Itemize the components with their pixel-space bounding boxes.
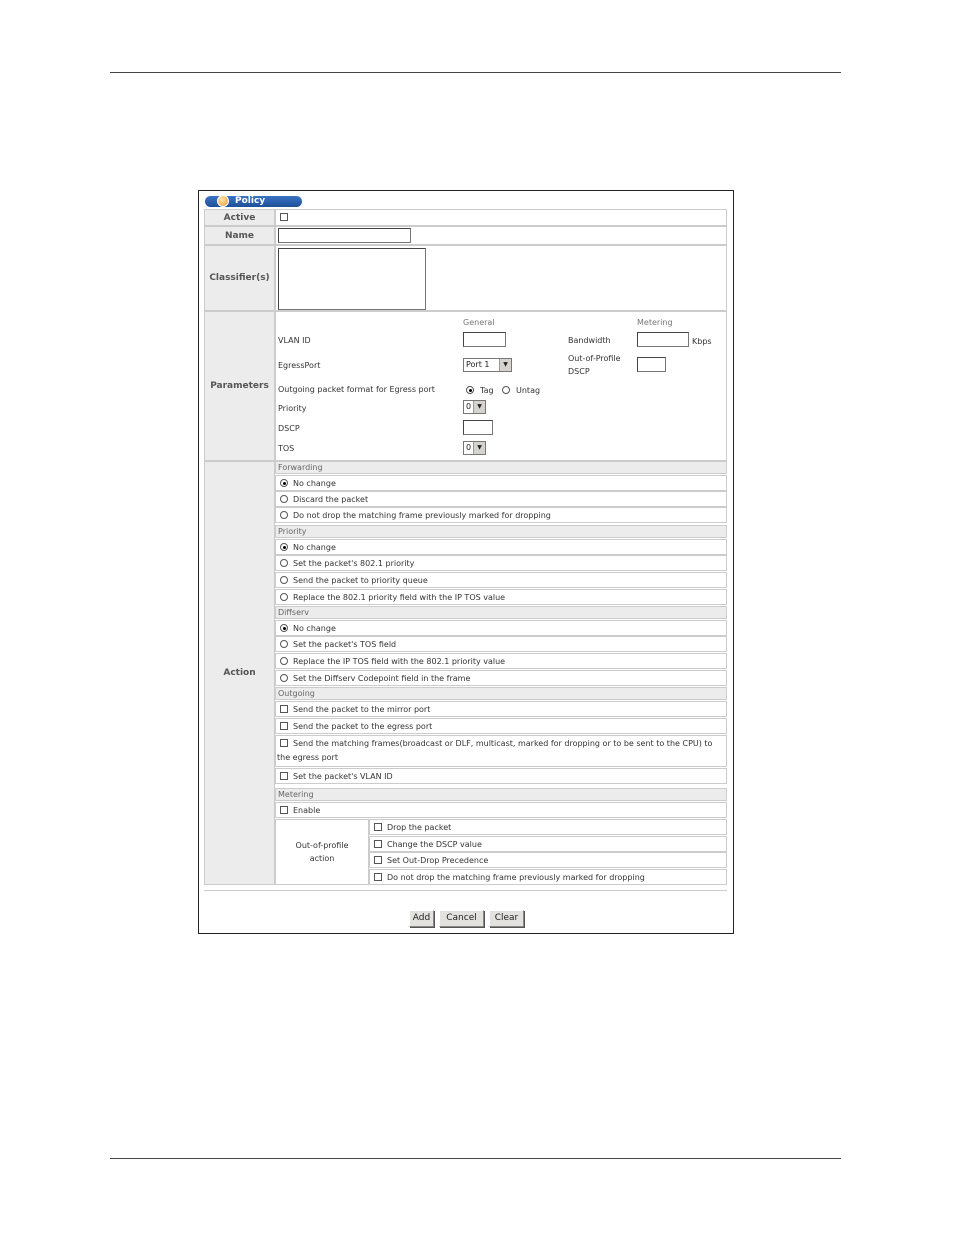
egress-port-select[interactable] xyxy=(463,358,512,372)
policy-icon xyxy=(217,195,229,207)
metering-header: Metering xyxy=(637,318,673,327)
priority-label: Priority xyxy=(278,404,307,413)
classifier-label: Classifier(s) xyxy=(204,245,275,311)
radio-button[interactable] xyxy=(280,576,288,584)
out-of-profile-action-cell xyxy=(275,819,369,885)
panel-title-badge xyxy=(205,196,302,207)
option-label: Replace the IP TOS field with the 802.1 priority value xyxy=(293,657,506,666)
radio-button[interactable] xyxy=(280,495,288,503)
forwarding-option[interactable] xyxy=(275,507,727,523)
untag-label: Untag xyxy=(516,386,541,395)
bandwidth-input[interactable] xyxy=(637,332,689,347)
bandwidth-label: Bandwidth xyxy=(568,336,611,345)
radio-button[interactable] xyxy=(280,593,288,601)
diffserv-header: Diffserv xyxy=(275,606,727,619)
option-label: Do not drop the matching frame previously marked for dropping xyxy=(387,873,645,882)
radio-button[interactable] xyxy=(280,674,288,682)
tos-value: 0 xyxy=(466,443,472,452)
active-checkbox[interactable] xyxy=(280,213,288,221)
tag-radio[interactable] xyxy=(466,386,474,394)
divider xyxy=(204,890,727,891)
name-input[interactable] xyxy=(278,228,411,243)
active-cell xyxy=(275,209,727,226)
metering-enable-option[interactable] xyxy=(275,802,727,818)
checkbox[interactable] xyxy=(280,705,288,713)
priority-header: Priority xyxy=(275,525,727,538)
diffserv-option[interactable] xyxy=(275,670,727,686)
diffserv-option[interactable] xyxy=(275,636,727,652)
option-label: Send the packet to the egress port xyxy=(293,722,433,731)
option-label: Replace the 802.1 priority field with the IP TOS value xyxy=(293,593,506,602)
option-label: Drop the packet xyxy=(387,823,452,832)
checkbox[interactable] xyxy=(280,806,288,814)
outgoing-option[interactable] xyxy=(275,701,727,717)
outgoing-header: Outgoing xyxy=(275,687,727,700)
option-label: Send the matching frames(broadcast or DLF, multicast, marked for dropping or to be sent to the CPU) to xyxy=(293,739,713,748)
option-label: Set the packet's 802.1 priority xyxy=(293,559,415,568)
option-label: Send the packet to the mirror port xyxy=(293,705,431,714)
radio-button[interactable] xyxy=(280,624,288,632)
option-label: Send the packet to priority queue xyxy=(293,576,428,585)
chevron-down-icon: ▼ xyxy=(499,359,511,371)
radio-button[interactable] xyxy=(280,657,288,665)
chevron-down-icon: ▼ xyxy=(473,442,485,454)
outgoing-option[interactable] xyxy=(275,768,727,784)
checkbox[interactable] xyxy=(374,840,382,848)
footer-rule xyxy=(110,1158,841,1159)
tos-select[interactable] xyxy=(463,441,486,455)
name-label: Name xyxy=(204,226,275,245)
kbps-label: Kbps xyxy=(692,337,712,346)
option-label: Enable xyxy=(293,806,321,815)
action-label: Action xyxy=(204,461,275,885)
out-of-profile-label-1: Out-of-profile xyxy=(295,841,349,850)
checkbox[interactable] xyxy=(374,823,382,831)
radio-button[interactable] xyxy=(280,559,288,567)
out-of-profile-option[interactable] xyxy=(369,852,727,868)
checkbox[interactable] xyxy=(374,856,382,864)
outgoing-option[interactable] xyxy=(275,718,727,734)
radio-button[interactable] xyxy=(280,640,288,648)
out-of-profile-option[interactable] xyxy=(369,819,727,835)
outgoing-option-long[interactable] xyxy=(275,735,727,767)
out-of-profile-option[interactable] xyxy=(369,836,727,852)
option-label: Change the DSCP value xyxy=(387,840,482,849)
option-label: Set the Diffserv Codepoint field in the frame xyxy=(293,674,471,683)
classifier-cell xyxy=(275,245,727,311)
radio-button[interactable] xyxy=(280,543,288,551)
dscp-label: DSCP xyxy=(278,424,300,433)
parameters-label: Parameters xyxy=(204,311,275,461)
metering-action-header: Metering xyxy=(275,788,727,801)
outgoing-format-label: Outgoing packet format for Egress port xyxy=(278,385,435,394)
option-label: No change xyxy=(293,624,336,633)
general-header: General xyxy=(463,318,495,327)
option-label-continued: the egress port xyxy=(277,753,338,762)
option-label: Do not drop the matching frame previously marked for dropping xyxy=(293,511,551,520)
priority-option[interactable] xyxy=(275,555,727,571)
checkbox[interactable] xyxy=(374,873,382,881)
forwarding-header: Forwarding xyxy=(275,461,727,474)
name-cell xyxy=(275,226,727,245)
out-of-profile-dscp-input[interactable] xyxy=(637,357,666,372)
checkbox[interactable] xyxy=(280,739,288,747)
forwarding-option[interactable] xyxy=(275,475,727,491)
priority-select[interactable] xyxy=(463,400,486,414)
diffserv-option[interactable] xyxy=(275,653,727,669)
radio-button[interactable] xyxy=(280,479,288,487)
clear-button[interactable]: Clear xyxy=(489,910,524,927)
egress-port-label: EgressPort xyxy=(278,361,321,370)
tag-label: Tag xyxy=(480,386,494,395)
forwarding-option[interactable] xyxy=(275,491,727,507)
checkbox[interactable] xyxy=(280,722,288,730)
diffserv-option[interactable] xyxy=(275,620,727,636)
chevron-down-icon: ▼ xyxy=(473,401,485,413)
out-of-profile-dscp-label-1: Out-of-Profile xyxy=(568,354,621,363)
policy-screenshot xyxy=(198,190,734,934)
option-label: No change xyxy=(293,479,336,488)
option-label: Set the packet's TOS field xyxy=(293,640,397,649)
parameters-cell xyxy=(275,311,727,461)
out-of-profile-option[interactable] xyxy=(369,869,727,885)
untag-radio[interactable] xyxy=(502,386,510,394)
tos-label: TOS xyxy=(278,444,295,453)
vlan-id-label: VLAN ID xyxy=(278,336,311,345)
panel-title: Policy xyxy=(235,196,266,206)
priority-option[interactable] xyxy=(275,589,727,605)
option-label: Discard the packet xyxy=(293,495,369,504)
egress-port-value: Port 1 xyxy=(466,360,490,369)
vlan-id-input[interactable] xyxy=(463,332,506,347)
add-button[interactable]: Add xyxy=(409,910,434,927)
priority-option[interactable] xyxy=(275,572,727,588)
option-label: No change xyxy=(293,543,336,552)
out-of-profile-label-2: action xyxy=(309,854,335,863)
priority-option[interactable] xyxy=(275,539,727,555)
radio-button[interactable] xyxy=(280,511,288,519)
option-label: Set Out-Drop Precedence xyxy=(387,856,489,865)
dscp-input[interactable] xyxy=(463,420,493,435)
cancel-button[interactable]: Cancel xyxy=(439,910,484,927)
classifier-listbox[interactable] xyxy=(278,248,426,310)
checkbox[interactable] xyxy=(280,772,288,780)
header-rule xyxy=(110,72,841,73)
active-label: Active xyxy=(204,209,275,226)
option-label: Set the packet's VLAN ID xyxy=(293,772,393,781)
out-of-profile-dscp-label-2: DSCP xyxy=(568,367,590,376)
priority-value: 0 xyxy=(466,402,472,411)
